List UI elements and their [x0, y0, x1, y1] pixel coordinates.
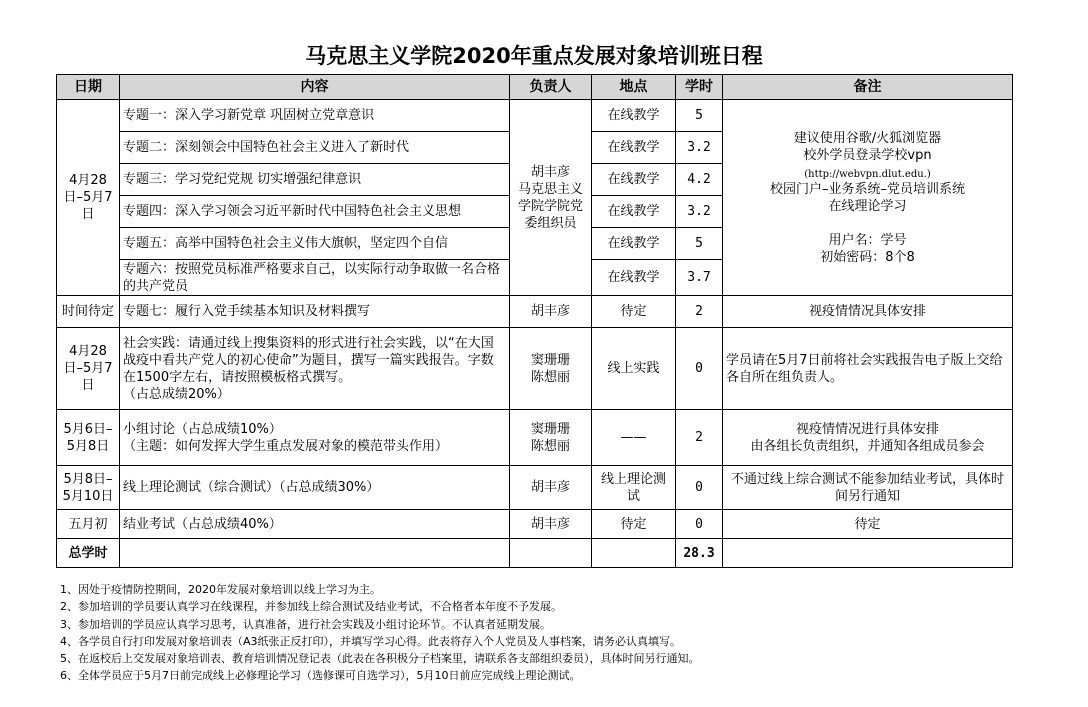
- row7-person: 胡丰彦: [510, 296, 592, 328]
- remark-line: 校外学员登录学校vpn: [803, 147, 932, 163]
- row9-person: 窦珊珊 陈想丽: [510, 410, 592, 466]
- topic-hours: 3.2: [676, 132, 723, 164]
- row10-person: 胡丰彦: [510, 466, 592, 510]
- total-empty-content: [120, 539, 510, 568]
- topic-content: 专题六：按照党员标准严格要求自己，以实际行动争取做一名合格的共产党员: [120, 260, 510, 296]
- topic-content: 专题二：深刻领会中国特色社会主义进入了新时代: [120, 132, 510, 164]
- row8-place: 线上实践: [592, 328, 676, 410]
- table-row: [57, 328, 1013, 410]
- row10-hours: 0: [676, 466, 723, 510]
- total-label: 总学时: [57, 539, 120, 568]
- row9-remark: 视疫情情况进行具体安排 由各组长负责组织，并通知各组成员参会: [723, 410, 1013, 466]
- row8-date: 4月28日–5月7日: [57, 328, 120, 410]
- row10-date: 5月8日–5月10日: [57, 466, 120, 510]
- table-row: [57, 410, 1013, 466]
- notes-section: [60, 581, 1060, 685]
- row9-hours: 2: [676, 410, 723, 466]
- topic-content: 专题三：学习党纪党规 切实增强纪律意识: [120, 164, 510, 196]
- block1-person: 胡丰彦 马克思主义学院学院党委组织员: [510, 100, 592, 296]
- table-row: [57, 466, 1013, 510]
- row7-content: 专题七：履行入党手续基本知识及材料撰写: [120, 296, 510, 328]
- header-remark: 备注: [723, 75, 1013, 100]
- total-empty-person: [510, 539, 592, 568]
- schedule-table: [56, 74, 1013, 568]
- row11-remark: 待定: [723, 510, 1013, 539]
- table-row: [57, 296, 1013, 328]
- topic-hours: 5: [676, 100, 723, 132]
- remark-vpn-url: (http://webvpn.dlut.edu.): [804, 168, 931, 180]
- row9-place: ——: [592, 410, 676, 466]
- row11-date: 五月初: [57, 510, 120, 539]
- total-empty-place: [592, 539, 676, 568]
- header-date: 日期: [57, 75, 120, 100]
- topic-hours: 5: [676, 228, 723, 260]
- table-header-row: [57, 75, 1013, 100]
- topic-hours: 3.7: [676, 260, 723, 296]
- total-hours: 28.3: [676, 539, 723, 568]
- header-hours: 学时: [676, 75, 723, 100]
- note-item: 3、参加培训的学员应认真学习思考，认真准备，进行社会实践及小组讨论环节。不认真者延期发展。: [60, 617, 551, 631]
- remark-line: 建议使用谷歌/火狐浏览器: [793, 130, 942, 146]
- row7-remark: 视疫情情况具体安排: [723, 296, 1013, 328]
- topic-place: 在线教学: [592, 260, 676, 296]
- topic-content: 专题一：深入学习新党章 巩固树立党章意识: [120, 100, 510, 132]
- topic-place: 在线教学: [592, 132, 676, 164]
- block1-date: 4月28日–5月7日: [57, 100, 120, 296]
- note-item: 4、各学员自行打印发展对象培训表（A3纸张正反打印），并填写学习心得。此表将存入个人党员及人事档案，请务必认真填写。: [60, 634, 682, 648]
- row9-content: 小组讨论（占总成绩10%） （主题：如何发挥大学生重点发展对象的模范带头作用）: [120, 410, 510, 466]
- row10-place: 线上理论测试: [592, 466, 676, 510]
- row7-place: 待定: [592, 296, 676, 328]
- row11-person: 胡丰彦: [510, 510, 592, 539]
- row7-date: 时间待定: [57, 296, 120, 328]
- header-content: 内容: [120, 75, 510, 100]
- note-item: 5、在返校后上交发展对象培训表、教育培训情况登记表（此表在各积极分子档案里，请联系各支部组织委员），具体时间另行通知。: [60, 652, 700, 666]
- topic-hours: 4.2: [676, 164, 723, 196]
- table-row: [57, 510, 1013, 539]
- topic-place: 在线教学: [592, 196, 676, 228]
- table-row: [57, 100, 1013, 132]
- topic-hours: 3.2: [676, 196, 723, 228]
- topic-content: 专题四：深入学习领会习近平新时代中国特色社会主义思想: [120, 196, 510, 228]
- remark-line: 初始密码：8个8: [820, 249, 915, 265]
- note-item: 2、参加培训的学员要认真学习在线课程，并参加线上综合测试及结业考试，不合格者本年度不予发展。: [60, 600, 562, 614]
- header-person: 负责人: [510, 75, 592, 100]
- row11-place: 待定: [592, 510, 676, 539]
- row11-content: 结业考试（占总成绩40%）: [120, 510, 510, 539]
- row10-content: 线上理论测试（综合测试）（占总成绩30%）: [120, 466, 510, 510]
- topic-place: 在线教学: [592, 100, 676, 132]
- page-title: 马克思主义学院2020年重点发展对象培训班日程: [305, 44, 763, 68]
- topic-content: 专题五：高举中国特色社会主义伟大旗帜，坚定四个自信: [120, 228, 510, 260]
- row8-content: 社会实践：请通过线上搜集资料的形式进行社会实践，以“在大国战疫中看共产党人的初心使命”为题目，撰写一篇实践报告。字数在1500字左右，请按照模板格式撰写。 （占总成绩20%）: [120, 328, 510, 410]
- total-row: [57, 539, 1013, 568]
- row8-hours: 0: [676, 328, 723, 410]
- row10-remark: 不通过线上综合测试不能参加结业考试，具体时间另行通知: [723, 466, 1013, 510]
- row9-date: 5月6日–5月8日: [57, 410, 120, 466]
- header-place: 地点: [592, 75, 676, 100]
- note-item: 1、因处于疫情防控期间，2020年发展对象培训以线上学习为主。: [60, 583, 381, 596]
- row8-remark: 学员请在5月7日前将社会实践报告电子版上交给各自所在组负责人。: [723, 328, 1013, 410]
- remark-line: 用户名：学号: [828, 232, 907, 248]
- row8-person: 窦珊珊 陈想丽: [510, 328, 592, 410]
- remark-line: 在线理论学习: [828, 198, 907, 214]
- note-item: 6、全体学员应于5月7日前完成线上必修理论学习（选修课可自选学习），5月10日前应完成线上理论测试。: [60, 669, 581, 683]
- row11-hours: 0: [676, 510, 723, 539]
- topic-place: 在线教学: [592, 164, 676, 196]
- row7-hours: 2: [676, 296, 723, 328]
- remark-line: 校园门户–业务系统–党员培训系统: [769, 181, 965, 197]
- topic-place: 在线教学: [592, 228, 676, 260]
- block1-remark: [723, 100, 1013, 296]
- total-empty-remark: [723, 539, 1013, 568]
